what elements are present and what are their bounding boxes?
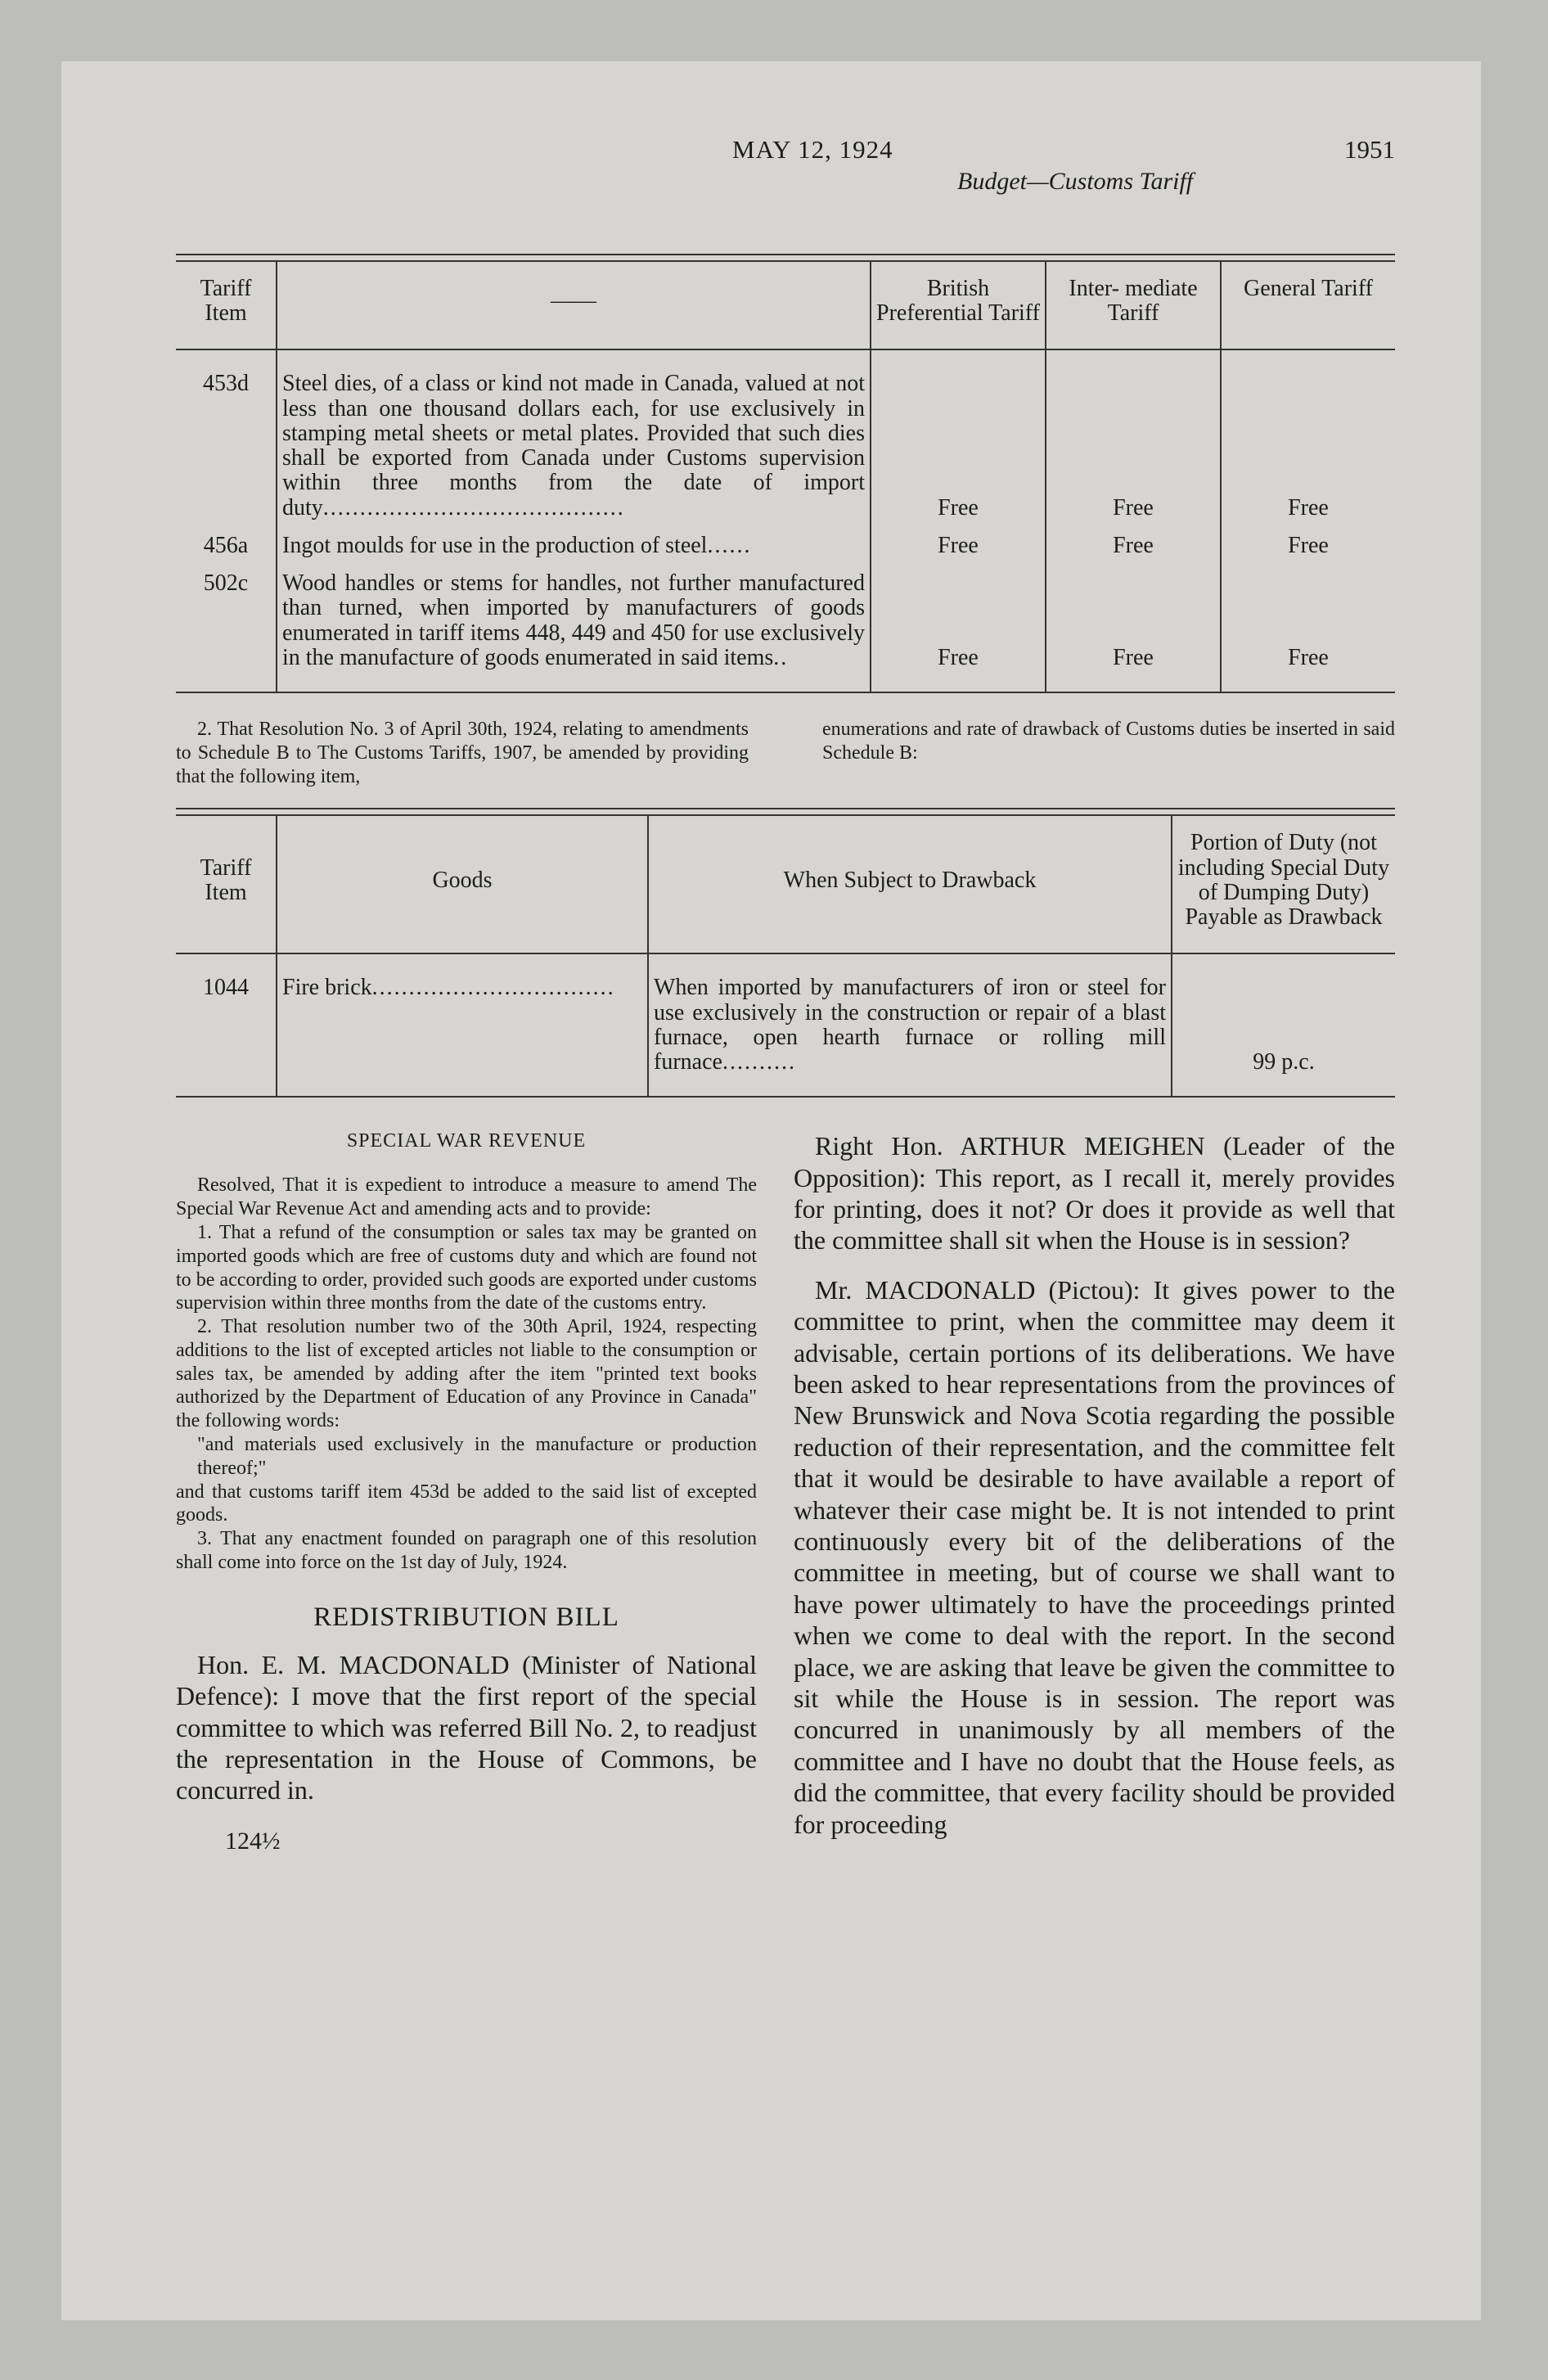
table-row	[176, 953, 1395, 1096]
resolution-paragraph-3: 3. That any enactment founded on paragraph one of this resolution shall come into force on the 1st day of July, 1924.	[176, 1528, 757, 1574]
drawback-table-header	[176, 816, 1395, 953]
right-column	[794, 1130, 1395, 1858]
tariff-table	[176, 262, 1395, 692]
document-page	[176, 123, 1395, 1858]
left-column	[176, 1130, 757, 1858]
col-when-subject: When Subject to Drawback	[648, 816, 1172, 953]
table-row	[176, 349, 1395, 526]
intermediate-rate: Free	[1046, 349, 1221, 526]
leader-dots: ..	[773, 644, 789, 670]
leader-dots: ......	[707, 532, 752, 558]
item-description	[277, 349, 871, 526]
british-rate: Free	[871, 565, 1046, 692]
general-rate: Free	[1221, 527, 1395, 565]
table2-bottom-rule	[176, 1096, 1395, 1098]
header-subtitle: Budget—Customs Tariff	[957, 168, 1194, 195]
macdonald-motion: Hon. E. M. MACDONALD (Minister of National Defence): I move that the first report of the special committee to which was referred Bill No. 2, to readjust the representation in the House of Commons, be concurred in.	[176, 1649, 757, 1805]
british-rate: Free	[871, 527, 1046, 565]
tariff-table-header	[176, 262, 1395, 349]
signature-mark: 124½	[225, 1827, 281, 1855]
col-british: British Preferential Tariff	[871, 262, 1046, 349]
col-general: General Tariff	[1221, 262, 1395, 349]
general-rate: Free	[1221, 565, 1395, 692]
item-description	[277, 565, 871, 692]
description-text: Ingot moulds for use in the production of steel	[282, 532, 708, 558]
resolution-paragraph-2b: and that customs tariff item 453d be added to the said list of excepted goods.	[176, 1481, 757, 1526]
two-column-body	[176, 1130, 1395, 1858]
drawback-table	[176, 816, 1395, 1096]
special-war-revenue-heading: SPECIAL WAR REVENUE	[346, 1130, 587, 1152]
macdonald-reply: Mr. MACDONALD (Pictou): It gives power to the committee to print, when the committee may deem it advisable, certain portions of its deliberations. We have been asked to hear representations from the provinces of New Brunswick and Nova Scotia regarding the possible reduction of their representation, and the committee felt that it would be desirable to have available a report of whatever their case might be. It is not intended to print continuously every bit of the deliberations of the committee in meeting, but of course we shall want to have power ultimately to have the proceedings printed when we come to deal with the report. In the second place, we are asking that leave be given the committee to sit while the House is in session. The report was concurred in unanimously by all members of the committee and I have no doubt that the House feels, as did the committee, that every facility should be provided for proceeding	[794, 1274, 1395, 1839]
resolution-quote: "and materials used exclusively in the manufacture or production thereof;"	[197, 1434, 757, 1479]
redistribution-body	[176, 1649, 757, 1806]
col-intermediate: Inter- mediate Tariff	[1046, 262, 1221, 349]
redistribution-bill-heading: REDISTRIBUTION BILL	[313, 1602, 619, 1632]
british-rate: Free	[871, 349, 1046, 526]
resolution-paragraph-2: 2. That resolution number two of the 30th April, 1924, respecting additions to the list of excepted articles not liable to the consumption or sales tax, be amended by adding after the item "printed text books authorized by the Department of Education of any Province in Canada" the following words:	[176, 1316, 757, 1432]
general-rate: Free	[1221, 349, 1395, 526]
resolution-two-right: enumerations and rate of drawback of Customs duties be inserted in said Schedule B:	[822, 719, 1395, 764]
col-goods: Goods	[277, 816, 648, 953]
col-tariff-item: Tariff Item	[200, 854, 252, 905]
tariff-item: 456a	[203, 532, 249, 558]
table2-top-rule	[176, 808, 1395, 816]
tariff-item: 453d	[203, 371, 249, 397]
special-war-revenue-body	[176, 1174, 757, 1575]
description-text: Steel dies, of a class or kind not made in Canada, valued at not less than one thousand dollars each, for use exclusively in stamping metal sheets or metal plates. Provided that such dies shall be exported from Canada under Customs supervision within three months from the date of import duty	[282, 371, 865, 521]
when-cell	[648, 953, 1172, 1096]
goods-cell	[277, 953, 648, 1096]
intermediate-rate: Free	[1046, 527, 1221, 565]
table-row	[176, 565, 1395, 692]
table1-top-rule	[176, 254, 1395, 262]
resolution-two	[176, 693, 1395, 808]
leader-dots: ..........	[722, 1049, 796, 1075]
header-date: MAY 12, 1924	[732, 135, 893, 164]
item-description	[277, 527, 871, 565]
col-description: ——	[277, 262, 871, 349]
meighen-question: Right Hon. ARTHUR MEIGHEN (Leader of the Opposition): This report, as I recall it, merely provides for printing, does it not? Or does it provide as well that the committee shall sit when the House is in session?	[794, 1131, 1395, 1255]
col-tariff-item: Tariff Item	[200, 276, 252, 327]
resolution-paragraph-1: 1. That a refund of the consumption or sales tax may be granted on imported goods which are free of customs duty and which are found not to be according to order, provided such goods are exported under customs supervision within three months from the date of the customs entry.	[176, 1221, 757, 1314]
col-portion: Portion of Duty (not including Special Duty of Dumping Duty) Payable as Drawback	[1172, 816, 1395, 953]
leader-dots: .................................	[371, 975, 615, 1001]
goods-text: Fire brick	[282, 975, 372, 1001]
tariff-item: 502c	[203, 570, 249, 597]
resolution-intro: Resolved, That it is expedient to introduce a measure to amend The Special War Revenue Act and amending acts and to provide:	[176, 1174, 757, 1220]
tariff-item: 1044	[203, 975, 249, 1001]
page-number: 1951	[1344, 135, 1395, 164]
page-header	[176, 123, 1395, 254]
resolution-two-left: 2. That Resolution No. 3 of April 30th, 1924, relating to amendments to Schedule B to The Customs Tariffs, 1907, be amended by providing that the following item,	[176, 719, 749, 787]
description-text: Wood handles or stems for handles, not further manufactured than turned, when imported by manufacturers of goods enumerated in tariff items 448, 449 and 450 for use exclusively in the manufacture of goods enumerated in said items	[282, 570, 865, 670]
table-row	[176, 527, 1395, 565]
leader-dots: .........................................	[322, 494, 625, 521]
intermediate-rate: Free	[1046, 565, 1221, 692]
when-text: When imported by manufacturers of iron or steel for use exclusively in the construction or repair of a blast furnace, open hearth furnace or rolling mill furnace	[654, 975, 1166, 1075]
portion-cell: 99 p.c.	[1172, 953, 1395, 1096]
